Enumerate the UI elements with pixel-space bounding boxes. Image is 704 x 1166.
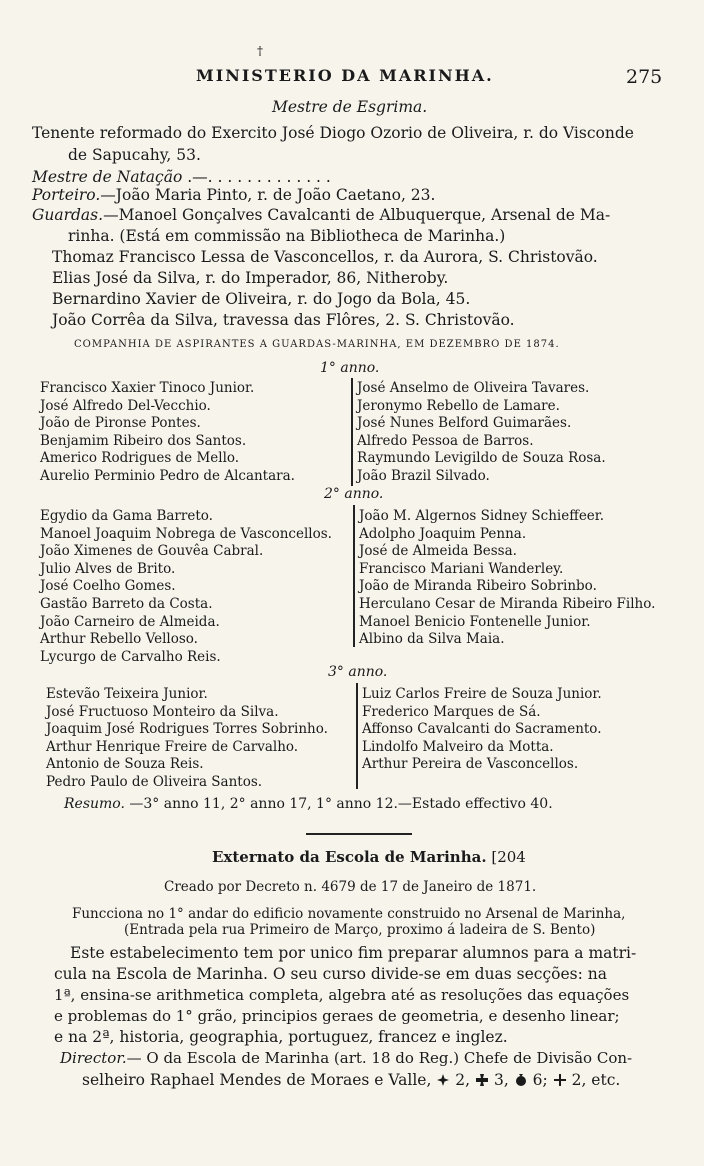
decoration-count: 6; [532,1071,548,1089]
cadet-name: José de Almeida Bessa. [359,543,517,560]
cadet-name: João de Pironse Pontes. [40,415,201,432]
decoration-count: 2, [455,1071,471,1089]
cadet-name: Aurelio Perminio Pedro de Alcantara. [40,467,295,484]
anno-3-label: 3° anno. [328,664,388,680]
cadet-name: Lycurgo de Carvalho Reis. [40,648,221,665]
cadet-name: Julio Alves de Brito. [40,560,176,577]
cadet-name: João Carneiro de Almeida. [40,613,220,630]
guarda-item: Elias José da Silva, r. do Imperador, 86, Nitheroby. [52,269,449,287]
decoration-count: 2, etc. [571,1071,621,1089]
cadet-name: João de Miranda Ribeiro Sobrinbo. [359,578,597,595]
externato-title: Externato da Escola de Marinha. [212,848,487,866]
column-divider [356,683,358,789]
externato-ref: [204 [491,848,526,866]
cadet-name: Americo Rodrigues de Mello. [40,450,240,467]
esgrima-line-1: Tenente reformado do Exercito José Diogo Ozorio de Oliveira, r. do Visconde [32,124,634,142]
column-divider [351,378,353,486]
externato-title-line [212,848,526,866]
cadet-name: Adolpho Joaquim Penna. [359,525,527,542]
cadet-name: Raymundo Levigildo de Souza Rosa. [357,450,606,467]
anno-1-right-column [357,380,606,486]
anno-3-left-column [46,686,328,792]
guardas-line-2: rinha. (Está em commissão na Bibliotheca de Marinha.) [68,227,506,245]
companhia-heading: COMPANHIA DE ASPIRANTES A GUARDAS-MARINHA, EM DEZEMBRO DE 1874. [74,339,560,350]
resumo-label: Resumo. [64,796,125,812]
order-cross-icon [436,1073,450,1087]
cadet-name: José Fructuoso Monteiro da Silva. [46,703,279,720]
externato-paragraph-line: Este estabelecimento tem por unico fim preparar alumnos para a matri- [70,944,637,962]
externato-funcciona-1: Funcciona no 1° andar do edificio novamente construido no Arsenal de Marinha, [72,906,626,922]
cadet-name: Arthur Rebello Velloso. [40,631,198,648]
section-divider [306,833,412,835]
cadet-name: Arthur Pereira de Vasconcellos. [362,756,579,773]
page-header-title: MINISTERIO DA MARINHA. [196,66,494,85]
natacao-value: .—. . . . . . . . . . . . . [187,168,331,186]
cadet-name: Albino da Silva Maia. [359,631,505,648]
cadet-name: Antonio de Souza Reis. [46,756,204,773]
cadet-name: Manoel Joaquim Nobrega de Vasconcellos. [40,525,332,542]
guarda-item: João Corrêa da Silva, travessa das Flôres, 2. S. Christovão. [52,311,515,329]
cadet-name: Joaquim José Rodrigues Torres Sobrinho. [46,721,328,738]
cadet-name: Pedro Paulo de Oliveira Santos. [46,773,263,790]
cadet-name: José Coelho Gomes. [40,578,176,595]
cadet-name: José Nunes Belford Guimarães. [357,415,572,432]
resumo-line [64,796,553,812]
order-medal-icon [514,1073,528,1087]
esgrima-line-2: de Sapucahy, 53. [68,146,201,164]
guardas-label: Guardas. [32,206,104,224]
cadet-name: José Alfredo Del-Vecchio. [40,397,211,414]
externato-funcciona-2: (Entrada pela rua Primeiro de Março, proximo á ladeira de S. Bento) [124,922,596,938]
page-mark: † [257,44,263,58]
director-text-2: selheiro Raphael Mendes de Moraes e Valle, [82,1071,432,1089]
cadet-name: Affonso Cavalcanti do Sacramento. [362,721,602,738]
cadet-name: Luiz Carlos Freire de Souza Junior. [362,686,602,702]
director-text-1: — O da Escola de Marinha (art. 18 do Reg.) Chefe de Divisão Con- [126,1049,633,1067]
cadet-name: João Ximenes de Gouvêa Cabral. [40,543,264,560]
guarda-item: Thomaz Francisco Lessa de Vasconcellos, r. da Aurora, S. Christovão. [52,248,598,266]
guardas-line-1 [32,206,610,224]
externato-paragraph-line: cula na Escola de Marinha. O seu curso divide-se em duas secções: na [54,965,607,983]
page-number: 275 [626,66,663,88]
cadet-name: Benjamim Ribeiro dos Santos. [40,432,247,449]
anno-1-label: 1° anno. [320,360,380,376]
guarda-item: Bernardino Xavier de Oliveira, r. do Jogo da Bola, 45. [52,290,471,308]
cadet-name: José Anselmo de Oliveira Tavares. [357,380,590,396]
anno-2-left-column [40,508,332,666]
director-line-2 [82,1071,620,1089]
porteiro-line [32,186,435,204]
order-cross-icon [553,1073,567,1087]
cadet-name: João Brazil Silvado. [357,467,490,484]
porteiro-value: —João Maria Pinto, r. de João Caetano, 23. [100,186,436,204]
cadet-name: Estevão Teixeira Junior. [46,686,208,702]
cadet-name: Herculano Cesar de Miranda Ribeiro Filho. [359,595,656,612]
cadet-name: Gastão Barreto da Costa. [40,595,213,612]
cadet-name: Jeronymo Rebello de Lamare. [357,397,560,414]
cadet-name: João M. Algernos Sidney Schieffeer. [359,508,605,524]
cadet-name: Manoel Benicio Fontenelle Junior. [359,613,591,630]
anno-2-label: 2° anno. [324,486,384,502]
cadet-name: Arthur Henrique Freire de Carvalho. [46,738,299,755]
director-line-1 [60,1049,632,1067]
maltese-cross-icon [475,1073,489,1087]
natacao-label: Mestre de Natação [32,168,183,186]
resumo-text: —3° anno 11, 2° anno 17, 1° anno 12.—Estado effectivo 40. [129,796,553,812]
cadet-name: Alfredo Pessoa de Barros. [357,432,534,449]
natacao-line [32,168,331,186]
column-divider [353,505,355,647]
cadet-name: Francisco Mariani Wanderley. [359,560,564,577]
externato-paragraph-line: 1ª, ensina-se arithmetica completa, algebra até as resoluções das equações [54,986,630,1004]
cadet-name: Frederico Marques de Sá. [362,703,541,720]
cadet-name: Francisco Xaxier Tinoco Junior. [40,380,255,396]
director-label: Director. [60,1049,127,1067]
anno-1-left-column [40,380,295,486]
externato-creado: Creado por Decreto n. 4679 de 17 de Janeiro de 1871. [164,879,537,895]
externato-paragraph-line: e na 2ª, historia, geographia, portuguez, francez e inglez. [54,1028,508,1046]
anno-2-right-column [359,508,655,649]
esgrima-heading: Mestre de Esgrima. [272,98,428,116]
cadet-name: Egydio da Gama Barreto. [40,508,213,524]
guardas-text-1: —Manoel Gonçalves Cavalcanti de Albuquerque, Arsenal de Ma- [103,206,611,224]
externato-paragraph-line: e problemas do 1° grão, principios geraes de geometria, e desenho linear; [54,1007,620,1025]
cadet-name: Lindolfo Malveiro da Motta. [362,738,554,755]
anno-3-right-column [362,686,602,774]
decoration-count: 3, [493,1071,509,1089]
porteiro-label: Porteiro. [32,186,101,204]
